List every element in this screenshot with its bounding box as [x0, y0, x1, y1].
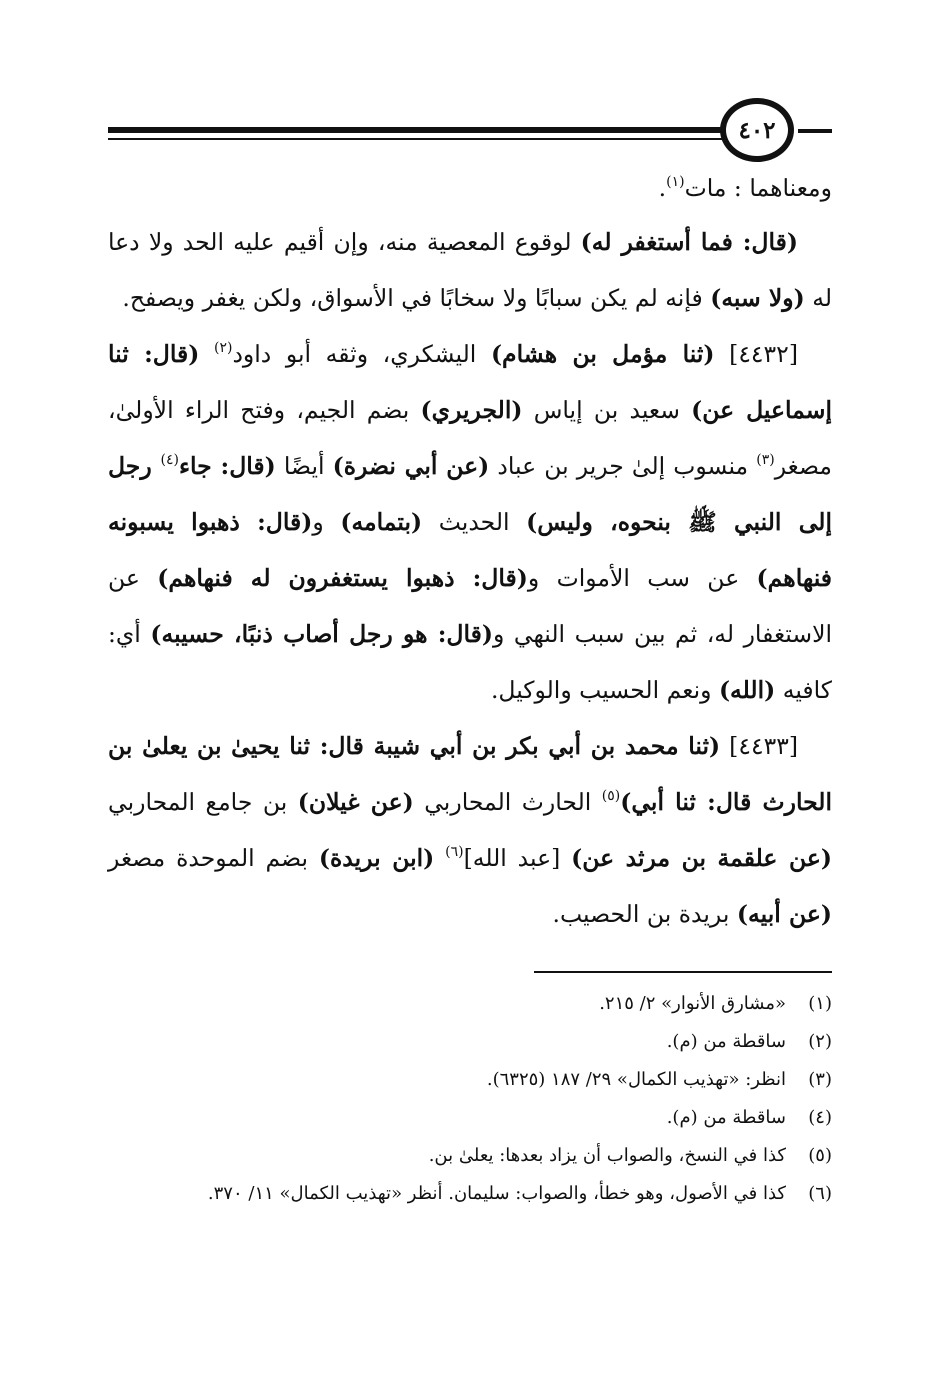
text-run: أي: كافيه	[108, 620, 832, 704]
footnote-ref: (٢)	[213, 340, 233, 356]
footnote-number: (١)	[808, 993, 832, 1014]
quoted-matn: (قال: جاء	[178, 452, 276, 480]
quoted-matn: (قال: ذهبوا يستغفرون له فنهاهم)	[157, 564, 528, 592]
quoted-matn: (ولا سبه)	[710, 284, 805, 312]
text-run: بريدة بن الحصيب.	[552, 900, 737, 928]
paragraph-hadith-4432	[108, 326, 832, 718]
quoted-matn: (قال: هو رجل أصاب ذنبًا، حسيبه)	[150, 620, 493, 648]
footnote-ref: (٤)	[160, 452, 179, 468]
quoted-matn: (بتمامه)	[340, 508, 423, 536]
paragraph-commentary	[108, 214, 832, 326]
text-run: منسوب إلىٰ جرير بن عباد	[489, 452, 757, 480]
footnote-item	[108, 1023, 832, 1061]
footnote-text: انظر: «تهذيب الكمال» ٢٩/ ١٨٧ (٦٣٢٥).	[486, 1069, 786, 1090]
footnote-item	[108, 1137, 832, 1175]
footnote-ref: (٦)	[445, 844, 464, 860]
paragraph-intro	[108, 162, 832, 214]
text-run: عن الاستغفار له، ثم بين سبب النهي و	[108, 564, 833, 648]
footnote-number: (٤)	[808, 1107, 832, 1128]
text-run: اليشكري، وثقه أبو داود	[232, 340, 491, 368]
hadith-number: [٤٤٣٣]	[720, 732, 798, 760]
footnote-text: ساقطة من (م).	[666, 1107, 786, 1128]
text-run: [عبد الله]	[463, 844, 572, 872]
text-run: عن سب الأموات و	[527, 564, 757, 592]
footnote-item	[108, 1061, 832, 1099]
text-run: ونعم الحسيب والوكيل.	[490, 676, 719, 704]
footnote-number: (٥)	[808, 1145, 832, 1166]
text-run: أيضًا	[275, 452, 333, 480]
main-text	[108, 162, 832, 942]
quoted-matn: (قال: ثنا إسماعيل عن)	[108, 340, 832, 424]
text-run: ومعناهما : مات	[684, 174, 832, 202]
footnote-text: كذا في الأصول، وهو خطأ، والصواب: سليمان. أنظر «تهذيب الكمال» ١١/ ٣٧٠.	[207, 1183, 786, 1204]
footnote-text: كذا في النسخ، والصواب أن يزاد بعدها: يعلىٰ بن.	[428, 1145, 786, 1166]
quoted-matn: رجل إلى النبي ﷺ بنحوه، وليس)	[108, 452, 833, 536]
page-header	[108, 98, 832, 170]
footnote-separator	[534, 971, 832, 973]
header-rule-thin	[108, 138, 728, 140]
quoted-matn: (ثنا مؤمل بن هشام)	[490, 340, 715, 368]
footnote-text: ساقطة من (م).	[666, 1031, 786, 1052]
header-rule-right	[798, 129, 832, 133]
quoted-matn: (قال: فما أستغفر له)	[580, 228, 798, 256]
quoted-matn: (الجريري)	[420, 396, 523, 424]
footnote-number: (٣)	[808, 1069, 832, 1090]
quoted-matn: (عن غيلان)	[297, 788, 414, 816]
footnote-number: (٦)	[808, 1183, 832, 1204]
footnote-item	[108, 1099, 832, 1137]
text-run: سعيد بن إياس	[522, 396, 692, 424]
footnote-text: «مشارق الأنوار» ٢/ ٢١٥.	[599, 993, 786, 1014]
quoted-matn: (قال: ذهبوا يسبونه فنهاهم)	[108, 508, 833, 592]
quoted-matn: (ابن بريدة)	[318, 844, 435, 872]
quoted-matn: (عن أبي نضرة)	[332, 452, 490, 480]
text-run: بضم الموحدة مصغر	[108, 844, 319, 872]
text-run: و	[312, 508, 341, 536]
text-run: فإنه لم يكن سبابًا ولا سخابًا في الأسواق، ولكن يغفر ويصفح.	[122, 284, 711, 312]
text-run: الحديث	[422, 508, 527, 536]
quoted-matn: (عن علقمة بن مرثد عن)	[571, 844, 832, 872]
text-run: بن جامع المحاربي	[108, 788, 298, 816]
hadith-number: [٤٤٣٢]	[714, 340, 798, 368]
footnotes	[108, 985, 832, 1213]
text-run: بضم الجيم، وفتح الراء الأولىٰ، مصغر	[108, 396, 832, 480]
text-run: لوقوع المعصية منه، وإن أقيم عليه الحد ولا دعا له	[108, 228, 832, 312]
text-run	[434, 844, 445, 872]
quoted-matn: (ثنا محمد بن أبي بكر بن أبي شيبة قال: ثنا يحيىٰ بن يعلىٰ بن الحارث قال: ثنا أبي)	[108, 732, 832, 816]
footnote-ref: (١)	[666, 174, 685, 190]
footnote-ref: (٣)	[756, 452, 775, 468]
footnote-item	[108, 985, 832, 1023]
header-rule-thick	[108, 127, 728, 133]
footnote-number: (٢)	[808, 1031, 832, 1052]
footnote-ref: (٥)	[601, 788, 621, 804]
quoted-matn: (عن أبيه)	[736, 900, 832, 928]
text-run	[199, 340, 214, 368]
text-run: الحارث المحاربي	[413, 788, 602, 816]
paragraph-hadith-4433	[108, 718, 832, 942]
page-number: ٤٠٢	[720, 98, 794, 162]
footnote-item	[108, 1175, 832, 1213]
quoted-matn: (الله)	[718, 676, 776, 704]
text-run: .	[658, 174, 667, 202]
